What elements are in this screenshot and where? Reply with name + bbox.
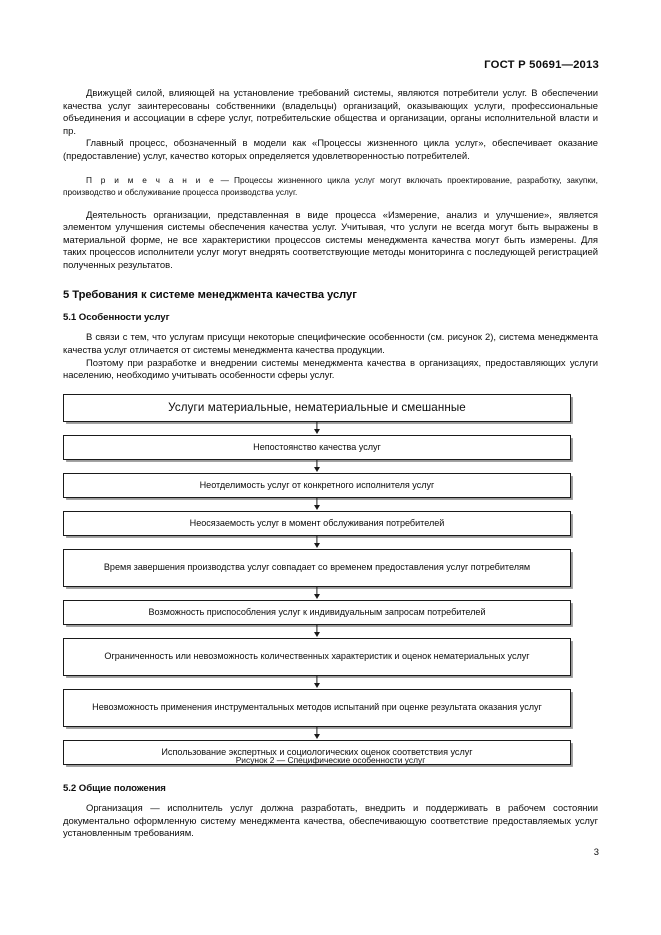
- flow-box-8: [63, 689, 571, 727]
- flow-box-2: [63, 435, 571, 460]
- paragraph-general-provisions: Организация — исполнитель услуг должна разработать, внедрить и поддерживать в рабочем состоянии документально оформленную систему менеджмента качества, обеспечивающую соответствие предоставляемых услуг установленным требованиям.: [63, 803, 598, 840]
- paragraph-main-process: Главный процесс, обозначенный в модели как «Процессы жизненного цикла услуг», обеспечивает оказание (предоставление) услуг, качество которых определяется удовлетворенностью потребителей.: [63, 138, 598, 162]
- flow-box-4-label: Неосязаемость услуг в момент обслуживания потребителей: [189, 517, 445, 528]
- flow-box-8-label: Невозможность применения инструментальных методов испытаний при оценке результата оказания услуг: [92, 702, 542, 713]
- arrow-head-down-icon: [314, 632, 320, 637]
- flow-box-1: [63, 394, 571, 422]
- flow-box-6-label: Возможность приспособления услуг к индивидуальным запросам потребителей: [148, 606, 486, 617]
- arrow-head-down-icon: [314, 505, 320, 510]
- flow-box-9-label: Использование экспертных и социологических оценок соответствия услуг: [161, 746, 473, 757]
- flow-box-6: [63, 600, 571, 625]
- paragraph-measurement-analysis: Деятельность организации, представленная в виде процесса «Измерение, анализ и улучшение», является элементом улучшения системы обеспечения качества услуг. Учитывая, что услуги не всегда могут быть выражены в материальной форме, не все характеристики процессов системы менеджмента качества могут быть измерены. Для таких процессов исполнители услуг могут внедрять соответствующие методы мониторинга с последующей регистрацией полученных результатов.: [63, 209, 598, 271]
- flow-box-4: [63, 511, 571, 536]
- flow-box-7-label: Ограниченность или невозможность количественных характеристик и оценок нематериальных услуг: [104, 651, 530, 662]
- arrow-head-down-icon: [314, 734, 320, 739]
- note-dash: —: [215, 175, 235, 186]
- lower-text-column: [63, 782, 598, 841]
- note-lifecycle-processes: [63, 174, 598, 198]
- section-heading-5: 5 Требования к системе менеджмента качества услуг: [63, 289, 357, 302]
- page-number: 3: [593, 846, 599, 857]
- flow-box-3: [63, 473, 571, 498]
- paragraph-implementation: Поэтому при разработке и внедрении системы менеджмента качества в организациях, предоставляющих услуги населению, необходимо учитывать особенности сферы услуг.: [63, 357, 598, 382]
- figure-2-flowchart: [63, 394, 571, 765]
- arrow-head-down-icon: [314, 683, 320, 688]
- note-label: П р и м е ч а н и е: [86, 175, 216, 186]
- flow-arrow-1: [63, 422, 571, 435]
- flow-arrow-7: [63, 676, 571, 689]
- flow-box-5-label: Время завершения производства услуг совпадает со временем предоставления услуг потребителям: [103, 562, 531, 573]
- flow-arrow-6: [63, 625, 571, 638]
- subsection-heading-5-1: 5.1 Особенности услуг: [63, 312, 170, 324]
- arrow-head-down-icon: [314, 467, 320, 472]
- flow-arrow-8: [63, 727, 571, 740]
- flow-arrow-3: [63, 498, 571, 511]
- arrow-head-down-icon: [314, 429, 320, 434]
- paragraph-service-specifics: В связи с тем, что услугам присущи некоторые специфические особенности (см. рисунок 2), система менеджмента качества услуг отличается от системы менеджмента качества продукции.: [63, 332, 598, 356]
- flow-box-2-label: Непостоянство качества услуг: [253, 441, 381, 452]
- note-text: Процессы жизненного цикла услуг могут включать проектирование, разработку, закупки, производство и обслуживание процесса производства услуг.: [63, 175, 598, 198]
- figure-2-caption: Рисунок 2 — Специфические особенности услуг: [235, 755, 426, 765]
- paragraph-driving-force: Движущей силой, влияющей на установление требований системы, являются потребители услуг. В обеспечении качества услуг заинтересованы собственники (владельцы) организаций, оказывающих услуги, профессиональные объединения и ассоциации в сфере услуг, потребительские общества и организации, органы исполнительной власти и пр.: [63, 88, 598, 137]
- subsection-heading-5-2: 5.2 Общие положения: [63, 783, 166, 794]
- flow-arrow-5: [63, 587, 571, 600]
- upper-text-column: [63, 88, 598, 383]
- arrow-head-down-icon: [314, 594, 320, 599]
- flow-box-1-label: Услуги материальные, нематериальные и смешанные: [168, 401, 466, 414]
- flow-box-3-label: Неотделимость услуг от конкретного исполнителя услуг: [199, 479, 435, 490]
- standard-number-header: ГОСТ Р 50691—2013: [484, 59, 599, 71]
- arrow-head-down-icon: [314, 543, 320, 548]
- flow-arrow-2: [63, 460, 571, 473]
- flow-arrow-4: [63, 536, 571, 549]
- flow-box-7: [63, 638, 571, 676]
- flow-box-5: [63, 549, 571, 587]
